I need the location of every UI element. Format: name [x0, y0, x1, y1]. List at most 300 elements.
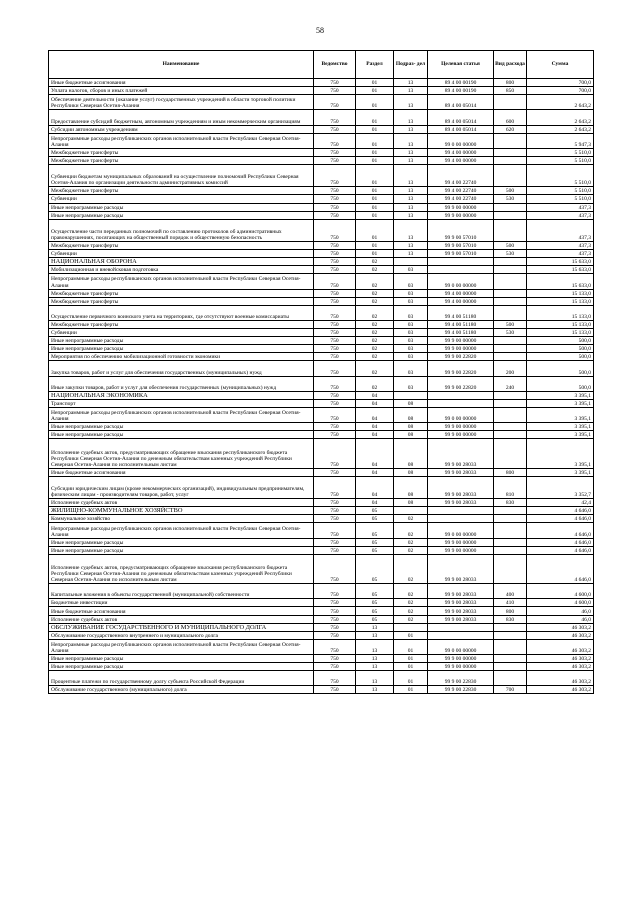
row-amount: 5 510,0	[527, 156, 594, 164]
table-row	[49, 686, 594, 694]
header-amount: Сумма	[527, 51, 594, 79]
row-target-item: 99 4 00 00000	[428, 289, 494, 297]
row-department: 750	[314, 554, 356, 583]
row-amount: 437,3	[527, 250, 594, 258]
row-subsection: 03	[394, 329, 428, 337]
table-row	[49, 329, 594, 337]
row-expense-type	[494, 266, 527, 274]
row-expense-type	[494, 211, 527, 219]
row-subsection: 01	[394, 663, 428, 671]
header-name: Наименование	[49, 51, 314, 79]
row-target-item: 99 4 00 51180	[428, 329, 494, 337]
row-amount: 700,0	[527, 79, 594, 87]
row-name: Исполнение судебных актов	[49, 615, 314, 623]
row-target-item	[428, 631, 494, 639]
row-name: Иные непрограммные расходы	[49, 431, 314, 439]
table-row	[49, 554, 594, 583]
row-subsection: 08	[394, 407, 428, 422]
table-header-row	[49, 51, 594, 79]
row-subsection: 08	[394, 431, 428, 439]
row-target-item: 99 4 00 22740	[428, 187, 494, 195]
row-amount: 46 303,2	[527, 671, 594, 686]
row-section: 02	[356, 329, 394, 337]
row-expense-type: 700	[494, 686, 527, 694]
table-row	[49, 95, 594, 110]
row-name: Исполнение судебных актов	[49, 499, 314, 507]
row-department: 750	[314, 219, 356, 241]
row-target-item: 99 9 00 00000	[428, 337, 494, 345]
row-expense-type: 240	[494, 376, 527, 391]
table-row	[49, 655, 594, 663]
row-target-item: 99 0 00 00000	[428, 133, 494, 148]
row-amount: 4 646,0	[527, 546, 594, 554]
row-amount: 15 133,0	[527, 305, 594, 320]
row-name: Непрограммные расходы республиканских органов исполнительной власти Республики Северная Осетия-Алания	[49, 133, 314, 148]
row-expense-type	[494, 391, 527, 399]
row-expense-type: 800	[494, 79, 527, 87]
row-department: 750	[314, 431, 356, 439]
row-section: 05	[356, 546, 394, 554]
row-section: 05	[356, 554, 394, 583]
row-section: 05	[356, 515, 394, 523]
row-subsection: 13	[394, 250, 428, 258]
row-expense-type: 800	[494, 607, 527, 615]
row-department: 750	[314, 320, 356, 328]
row-name: Субсидии юридическим лицам (кроме некоммерческих организаций), индивидуальным предпринимателям, физическим лицам - производителям товаров, работ, услуг	[49, 476, 314, 498]
row-department: 750	[314, 297, 356, 305]
table-row	[49, 320, 594, 328]
row-department: 750	[314, 639, 356, 654]
row-subsection: 13	[394, 79, 428, 87]
row-target-item: 99 9 00 00000	[428, 203, 494, 211]
table-row	[49, 274, 594, 289]
row-target-item: 99 9 00 00000	[428, 431, 494, 439]
row-department: 750	[314, 391, 356, 399]
row-name: Капитальные вложения в объекты государственной (муниципальной) собственности	[49, 584, 314, 599]
table-row	[49, 431, 594, 439]
row-department: 750	[314, 655, 356, 663]
table-row	[49, 266, 594, 274]
table-row	[49, 156, 594, 164]
row-amount: 500,0	[527, 376, 594, 391]
row-name: Бюджетные инвестиции	[49, 599, 314, 607]
row-expense-type	[494, 297, 527, 305]
row-target-item: 99 9 00 00000	[428, 538, 494, 546]
row-amount: 4 646,0	[527, 507, 594, 515]
row-target-item: 99 9 00 00000	[428, 546, 494, 554]
table-row	[49, 623, 594, 631]
row-expense-type: 810	[494, 476, 527, 498]
row-amount: 4 600,0	[527, 599, 594, 607]
row-subsection: 03	[394, 337, 428, 345]
row-subsection: 02	[394, 523, 428, 538]
row-subsection: 03	[394, 266, 428, 274]
row-expense-type	[494, 345, 527, 353]
row-subsection: 13	[394, 242, 428, 250]
row-subsection: 13	[394, 125, 428, 133]
row-department: 750	[314, 274, 356, 289]
row-expense-type	[494, 156, 527, 164]
table-row	[49, 439, 594, 468]
row-expense-type	[494, 538, 527, 546]
row-amount: 46 303,2	[527, 623, 594, 631]
row-name: Исполнение судебных актов, предусматривающих обращение взыскания республиканского бюджета Республики Северная Осетия-Алания по денежным обязательствам казенных учреждений Республики Северная Осетия-Алания по исполнительным листам	[49, 439, 314, 468]
row-section: 02	[356, 274, 394, 289]
row-department: 750	[314, 211, 356, 219]
row-amount: 46 303,2	[527, 663, 594, 671]
table-row	[49, 599, 594, 607]
row-section: 02	[356, 337, 394, 345]
row-section: 04	[356, 476, 394, 498]
row-expense-type	[494, 353, 527, 361]
row-amount: 2 643,2	[527, 125, 594, 133]
row-name: Осуществление первичного воинского учета на территориях, где отсутствуют военные комиссариаты	[49, 305, 314, 320]
row-department: 750	[314, 439, 356, 468]
row-section: 01	[356, 95, 394, 110]
row-department: 750	[314, 125, 356, 133]
row-department: 750	[314, 686, 356, 694]
row-subsection: 03	[394, 345, 428, 353]
row-amount: 700,0	[527, 87, 594, 95]
row-target-item: 99 9 00 28033	[428, 468, 494, 476]
row-amount: 437,3	[527, 203, 594, 211]
budget-table	[48, 50, 594, 694]
row-section: 04	[356, 431, 394, 439]
row-target-item: 99 9 00 22830	[428, 671, 494, 686]
row-department: 750	[314, 133, 356, 148]
row-department: 750	[314, 156, 356, 164]
row-amount: 15 633,0	[527, 258, 594, 266]
row-target-item: 99 9 00 28033	[428, 499, 494, 507]
row-subsection: 03	[394, 297, 428, 305]
row-section: 01	[356, 148, 394, 156]
row-department: 750	[314, 671, 356, 686]
row-subsection: 08	[394, 439, 428, 468]
row-section: 04	[356, 407, 394, 422]
table-row	[49, 353, 594, 361]
row-department: 750	[314, 329, 356, 337]
row-target-item: 99 4 00 51180	[428, 320, 494, 328]
row-target-item: 99 0 00 00000	[428, 274, 494, 289]
row-section: 01	[356, 187, 394, 195]
row-expense-type: 500	[494, 242, 527, 250]
row-target-item: 89 4 00 05014	[428, 125, 494, 133]
row-subsection: 13	[394, 148, 428, 156]
row-target-item: 99 9 00 28033	[428, 599, 494, 607]
row-section: 01	[356, 87, 394, 95]
row-subsection: 08	[394, 399, 428, 407]
row-name: Иные непрограммные расходы	[49, 655, 314, 663]
row-department: 750	[314, 258, 356, 266]
row-name: Непрограммные расходы республиканских органов исполнительной власти Республики Северная Осетия-Алания	[49, 274, 314, 289]
row-subsection: 01	[394, 639, 428, 654]
row-amount: 15 633,0	[527, 266, 594, 274]
row-section: 01	[356, 203, 394, 211]
row-department: 750	[314, 468, 356, 476]
row-amount: 15 133,0	[527, 329, 594, 337]
row-section: 02	[356, 258, 394, 266]
row-department: 750	[314, 242, 356, 250]
row-name: НАЦИОНАЛЬНАЯ ОБОРОНА	[49, 258, 314, 266]
table-row	[49, 499, 594, 507]
row-expense-type: 800	[494, 468, 527, 476]
row-expense-type	[494, 515, 527, 523]
row-department: 750	[314, 423, 356, 431]
row-section: 01	[356, 79, 394, 87]
row-department: 750	[314, 87, 356, 95]
table-row	[49, 538, 594, 546]
row-section: 04	[356, 399, 394, 407]
row-department: 750	[314, 515, 356, 523]
row-name: Иные бюджетные ассигнования	[49, 468, 314, 476]
row-subsection: 13	[394, 133, 428, 148]
row-expense-type: 850	[494, 87, 527, 95]
row-subsection: 13	[394, 195, 428, 203]
row-amount: 4 646,0	[527, 538, 594, 546]
row-department: 750	[314, 345, 356, 353]
row-subsection: 02	[394, 615, 428, 623]
row-target-item	[428, 507, 494, 515]
row-name: Процентные платежи по государственному долгу субъекта Российской Федерации	[49, 671, 314, 686]
row-subsection: 13	[394, 187, 428, 195]
row-amount: 15 133,0	[527, 320, 594, 328]
row-department: 750	[314, 476, 356, 498]
row-subsection: 02	[394, 607, 428, 615]
row-name: ЖИЛИЩНО-КОММУНАЛЬНОЕ ХОЗЯЙСТВО	[49, 507, 314, 515]
row-subsection: 03	[394, 274, 428, 289]
row-section: 01	[356, 219, 394, 241]
row-section: 05	[356, 507, 394, 515]
row-department: 750	[314, 507, 356, 515]
row-subsection: 03	[394, 361, 428, 376]
row-subsection: 03	[394, 353, 428, 361]
row-department: 750	[314, 110, 356, 125]
row-name: Иные непрограммные расходы	[49, 423, 314, 431]
row-expense-type	[494, 399, 527, 407]
row-subsection: 03	[394, 289, 428, 297]
table-row	[49, 515, 594, 523]
row-target-item: 99 4 00 00000	[428, 148, 494, 156]
page-number: 58	[316, 26, 324, 35]
row-subsection: 13	[394, 211, 428, 219]
row-name: Обслуживание государственного (муниципального) долга	[49, 686, 314, 694]
table-row	[49, 584, 594, 599]
table-row	[49, 615, 594, 623]
row-amount: 46,0	[527, 607, 594, 615]
row-amount: 2 643,2	[527, 95, 594, 110]
row-target-item	[428, 623, 494, 631]
row-name: Непрограммные расходы республиканских органов исполнительной власти Республики Северная Осетия-Алания	[49, 407, 314, 422]
row-expense-type: 530	[494, 195, 527, 203]
row-amount: 5 510,0	[527, 195, 594, 203]
row-section: 02	[356, 266, 394, 274]
row-name: Межбюджетные трансферты	[49, 289, 314, 297]
row-expense-type	[494, 663, 527, 671]
row-department: 750	[314, 631, 356, 639]
row-department: 750	[314, 337, 356, 345]
row-department: 750	[314, 523, 356, 538]
row-section: 05	[356, 538, 394, 546]
row-name: Закупка товаров, работ и услуг для обеспечения государственных (муниципальных) нужд	[49, 361, 314, 376]
row-name: Межбюджетные трансферты	[49, 156, 314, 164]
row-target-item: 89 4 00 05014	[428, 110, 494, 125]
row-name: Обеспечение деятельности (оказание услуг) государственных учреждений в области торговой политики Республики Северная Осетия-Алания	[49, 95, 314, 110]
row-name: Непрограммные расходы республиканских органов исполнительной власти Республики Северная Осетия-Алания	[49, 639, 314, 654]
row-amount: 5 510,0	[527, 148, 594, 156]
row-name: Иные закупки товаров, работ и услуг для обеспечения государственных (муниципальных) нужд	[49, 376, 314, 391]
row-section: 01	[356, 250, 394, 258]
row-target-item: 99 9 00 00000	[428, 663, 494, 671]
row-name: Мероприятия по обеспечению мобилизационной готовности экономики	[49, 353, 314, 361]
row-amount: 500,0	[527, 345, 594, 353]
row-department: 750	[314, 79, 356, 87]
row-target-item: 99 0 00 00000	[428, 407, 494, 422]
row-subsection: 01	[394, 631, 428, 639]
table-row	[49, 639, 594, 654]
row-expense-type	[494, 407, 527, 422]
table-row	[49, 125, 594, 133]
row-subsection	[394, 623, 428, 631]
row-expense-type: 500	[494, 320, 527, 328]
row-section: 13	[356, 671, 394, 686]
table-row	[49, 242, 594, 250]
row-subsection	[394, 507, 428, 515]
header-section: Раздел	[356, 51, 394, 79]
row-amount: 500,0	[527, 353, 594, 361]
row-target-item: 89 4 00 05014	[428, 95, 494, 110]
table-row	[49, 219, 594, 241]
row-department: 750	[314, 289, 356, 297]
row-amount: 3 395,1	[527, 423, 594, 431]
row-department: 750	[314, 305, 356, 320]
row-target-item: 99 0 00 00000	[428, 639, 494, 654]
row-department: 750	[314, 376, 356, 391]
table-row	[49, 297, 594, 305]
row-name: Коммунальное хозяйство	[49, 515, 314, 523]
row-target-item: 99 4 00 22740	[428, 165, 494, 187]
row-target-item: 99 9 00 57010	[428, 219, 494, 241]
row-amount: 4 646,0	[527, 523, 594, 538]
table-row	[49, 361, 594, 376]
table-row	[49, 289, 594, 297]
table-row	[49, 476, 594, 498]
row-amount: 3 352,7	[527, 476, 594, 498]
table-row	[49, 607, 594, 615]
row-section: 02	[356, 320, 394, 328]
row-target-item: 99 4 00 51180	[428, 305, 494, 320]
row-name: Осуществление части переданных полномочий по составлению протоколов об административных правонарушениях, посягающих на общественный порядок и общественную безопасность	[49, 219, 314, 241]
row-amount: 3 395,1	[527, 407, 594, 422]
row-target-item	[428, 266, 494, 274]
row-amount: 42,4	[527, 499, 594, 507]
row-name: Субвенции бюджетам муниципальных образований на осуществление полномочий Республики Северная Осетия-Алания по организации деятельности административных комиссий	[49, 165, 314, 187]
row-expense-type	[494, 507, 527, 515]
row-target-item: 99 4 00 22740	[428, 195, 494, 203]
row-department: 750	[314, 623, 356, 631]
row-department: 750	[314, 203, 356, 211]
row-target-item: 99 9 00 28033	[428, 615, 494, 623]
row-subsection	[394, 391, 428, 399]
table-row	[49, 523, 594, 538]
row-department: 750	[314, 546, 356, 554]
row-target-item: 99 4 00 00000	[428, 297, 494, 305]
row-department: 750	[314, 407, 356, 422]
row-section: 02	[356, 376, 394, 391]
table-row	[49, 87, 594, 95]
row-section: 13	[356, 663, 394, 671]
row-subsection: 13	[394, 87, 428, 95]
row-amount: 3 395,1	[527, 439, 594, 468]
row-subsection: 01	[394, 655, 428, 663]
row-expense-type	[494, 623, 527, 631]
row-name: Иные непрограммные расходы	[49, 538, 314, 546]
row-name: Мобилизационная и вневойсковая подготовка	[49, 266, 314, 274]
row-target-item: 99 9 00 28033	[428, 554, 494, 583]
row-subsection: 13	[394, 219, 428, 241]
table-row	[49, 407, 594, 422]
row-subsection: 03	[394, 376, 428, 391]
row-expense-type	[494, 523, 527, 538]
row-subsection: 13	[394, 203, 428, 211]
table-row	[49, 391, 594, 399]
row-expense-type	[494, 203, 527, 211]
row-section: 02	[356, 345, 394, 353]
row-name: Субвенции	[49, 250, 314, 258]
row-expense-type	[494, 671, 527, 686]
row-expense-type	[494, 337, 527, 345]
row-name: Субвенции	[49, 329, 314, 337]
row-amount: 500,0	[527, 337, 594, 345]
row-department: 750	[314, 250, 356, 258]
row-target-item	[428, 399, 494, 407]
row-section: 13	[356, 655, 394, 663]
table-row	[49, 258, 594, 266]
table-row	[49, 376, 594, 391]
row-target-item: 99 9 00 57010	[428, 250, 494, 258]
table-row	[49, 631, 594, 639]
row-expense-type	[494, 148, 527, 156]
row-subsection: 08	[394, 468, 428, 476]
row-department: 750	[314, 663, 356, 671]
row-expense-type: 500	[494, 187, 527, 195]
table-row	[49, 507, 594, 515]
table-row	[49, 671, 594, 686]
row-section: 04	[356, 423, 394, 431]
row-section: 01	[356, 125, 394, 133]
row-name: Межбюджетные трансферты	[49, 297, 314, 305]
row-section: 05	[356, 523, 394, 538]
row-amount: 15 133,0	[527, 289, 594, 297]
row-name: Уплата налогов, сборов и иных платежей	[49, 87, 314, 95]
row-expense-type	[494, 655, 527, 663]
row-name: Межбюджетные трансферты	[49, 187, 314, 195]
row-name: Транспорт	[49, 399, 314, 407]
row-subsection: 13	[394, 165, 428, 187]
row-expense-type: 830	[494, 499, 527, 507]
row-expense-type: 530	[494, 329, 527, 337]
row-amount: 3 395,1	[527, 431, 594, 439]
row-target-item: 99 9 00 22820	[428, 361, 494, 376]
row-subsection: 08	[394, 499, 428, 507]
row-target-item: 99 9 00 00000	[428, 423, 494, 431]
row-amount: 5 510,0	[527, 187, 594, 195]
row-section: 05	[356, 584, 394, 599]
header-subsection: Подраз- дел	[394, 51, 428, 79]
row-section: 01	[356, 195, 394, 203]
row-subsection: 02	[394, 554, 428, 583]
row-subsection: 02	[394, 599, 428, 607]
row-target-item: 99 9 00 22830	[428, 686, 494, 694]
